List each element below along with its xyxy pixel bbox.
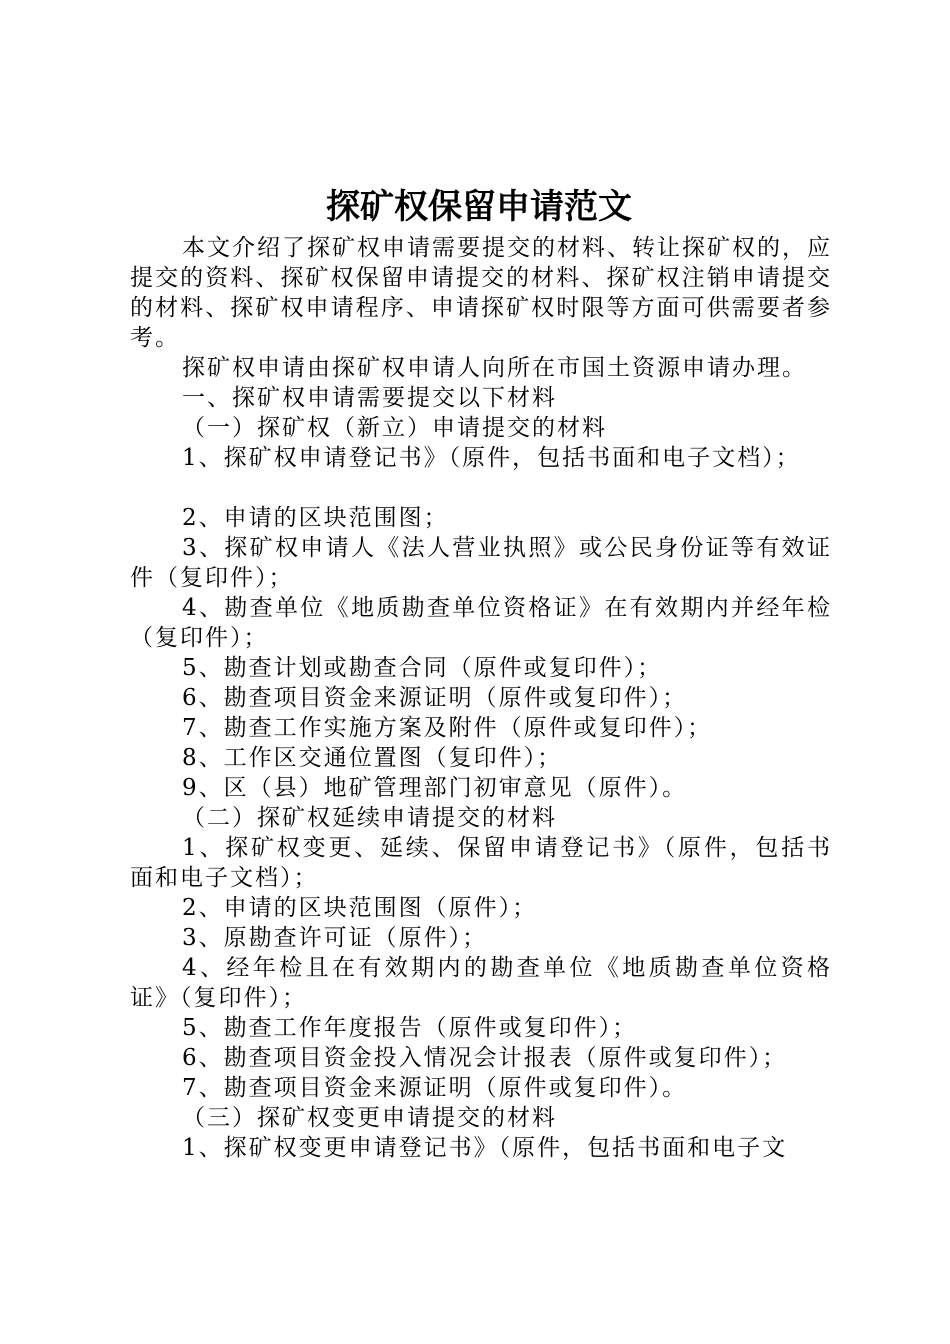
list-item: 7、勘查工作实施方案及附件（原件或复印件）； xyxy=(182,715,713,741)
document-title: 探矿权保留申请范文 xyxy=(326,187,632,227)
list-item: 7、勘查项目资金来源证明（原件或复印件）。 xyxy=(182,1075,688,1101)
list-item: 1、探矿权申请登记书》（原件，包括书面和电子文档）； xyxy=(182,445,801,471)
list-item: 3、原勘查许可证（原件）； xyxy=(182,925,488,951)
list-item: 6、勘查项目资金来源证明（原件或复印件）； xyxy=(182,685,688,711)
list-item: 6、勘查项目资金投入情况会计报表（原件或复印件）； xyxy=(182,1045,788,1071)
blank-line xyxy=(130,473,832,503)
section-heading-1: 一、探矿权申请需要提交以下材料 xyxy=(182,385,557,411)
subsection-heading-change: （三）探矿权变更申请提交的材料 xyxy=(182,1105,557,1131)
list-item: 5、勘查计划或勘查合同（原件或复印件）； xyxy=(182,655,663,681)
list-item: 5、勘查工作年度报告（原件或复印件）； xyxy=(182,1015,638,1041)
subsection-heading-new: （一）探矿权（新立）申请提交的材料 xyxy=(182,415,607,441)
subsection-heading-renewal: （二）探矿权延续申请提交的材料 xyxy=(182,805,557,831)
list-item: 2、申请的区块范围图； xyxy=(182,505,449,531)
list-item: 4、勘查单位《地质勘查单位资格证》在有效期内并经年检（复印件）； xyxy=(130,595,832,651)
list-item: 8、工作区交通位置图（复印件）； xyxy=(182,745,563,771)
list-item: 1、探矿权变更申请登记书》（原件，包括书面和电子文 xyxy=(182,1135,788,1161)
paragraph-application-office: 探矿权申请由探矿权申请人向所在市国土资源申请办理。 xyxy=(182,355,807,381)
list-item: 2、申请的区块范围图（原件）； xyxy=(182,895,538,921)
paragraph-intro: 本文介绍了探矿权申请需要提交的材料、转让探矿权的，应提交的资料、探矿权保留申请提交的材料、探矿权注销申请提交的材料、探矿权申请程序、申请探矿权时限等方面可供需要者参考。 xyxy=(130,235,832,351)
document-body xyxy=(130,233,832,1163)
list-item: 4、经年检且在有效期内的勘查单位《地质勘查单位资格证》（复印件）； xyxy=(130,955,832,1011)
list-item: 3、探矿权申请人《法人营业执照》或公民身份证等有效证件（复印件）； xyxy=(130,535,832,591)
list-item: 1、探矿权变更、延续、保留申请登记书》（原件，包括书面和电子文档）； xyxy=(130,835,832,891)
list-item: 9、区（县）地矿管理部门初审意见（原件）。 xyxy=(182,775,688,801)
